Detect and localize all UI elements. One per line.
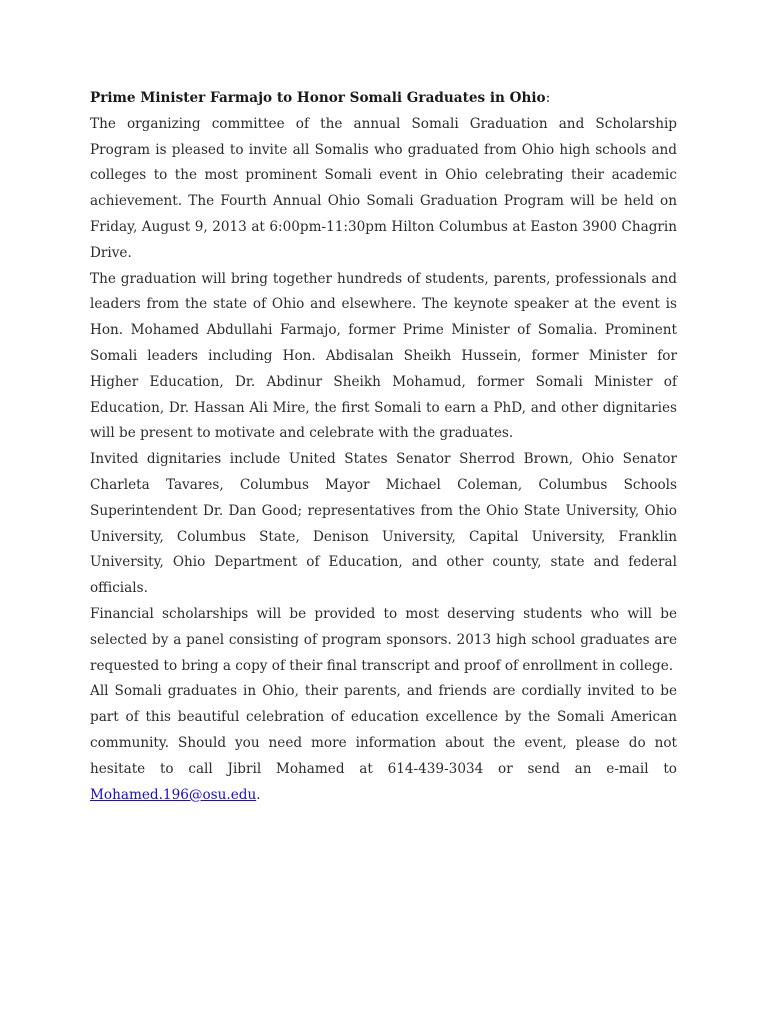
headline-colon: : xyxy=(545,90,551,106)
paragraph-scholarships: Financial scholarships will be provided to most deserving students who will be selected by a panel consisting of program sponsors. 2013 high school graduates are requested to bring a copy of their final transcript and proof of enrollment in college. xyxy=(90,605,677,674)
paragraph-speakers: The graduation will bring together hundreds of students, parents, professionals and leaders from the state of Ohio and elsewhere. The keynote speaker at the event is Hon. Mohamed Abdullahi Farmajo, former Prime Minister of Somalia. Prominent Somali leaders including Hon. Abdisalan Sheikh Hussein, former Minister for Higher Education, Dr. Abdinur Sheikh Mohamud, former Somali Minister of Education, Dr. Hassan Ali Mire, the first Somali to earn a PhD, and other dignitaries will be present to motivate and celebrate with the graduates. xyxy=(90,270,677,442)
paragraph-closing xyxy=(90,679,677,808)
paragraph-dignitaries: Invited dignitaries include United States Senator Sherrod Brown, Ohio Senator Charleta Tavares, Columbus Mayor Michael Coleman, Columbus Schools Superintendent Dr. Dan Good; representatives from the Ohio State University, Ohio University, Columbus State, Denison University, Capital University, Franklin University, Ohio Department of Education, and other county, state and federal officials. xyxy=(90,451,677,597)
document-body xyxy=(90,86,677,808)
closing-text: All Somali graduates in Ohio, their parents, and friends are cordially invited to be part of this beautiful celebration of education excellence by the Somali American community. Should you need more information about the event, please do not hesitate to call Jibril Mohamed at 614-439-3034 or send an e-mail to xyxy=(90,683,677,777)
closing-period: . xyxy=(256,786,261,803)
paragraph-invitation: The organizing committee of the annual Somali Graduation and Scholarship Program is pleased to invite all Somalis who graduated from Ohio high schools and colleges to the most prominent Somali event in Ohio celebrating their academic achievement. The Fourth Annual Ohio Somali Graduation Program will be held on Friday, August 9, 2013 at 6:00pm-11:30pm Hilton Columbus at Easton 3900 Chagrin Drive. xyxy=(90,115,677,261)
headline-title: Prime Minister Farmajo to Honor Somali Graduates in Ohio xyxy=(90,90,546,106)
headline xyxy=(90,86,677,112)
email-link[interactable]: Mohamed.196@osu.edu xyxy=(90,786,257,803)
